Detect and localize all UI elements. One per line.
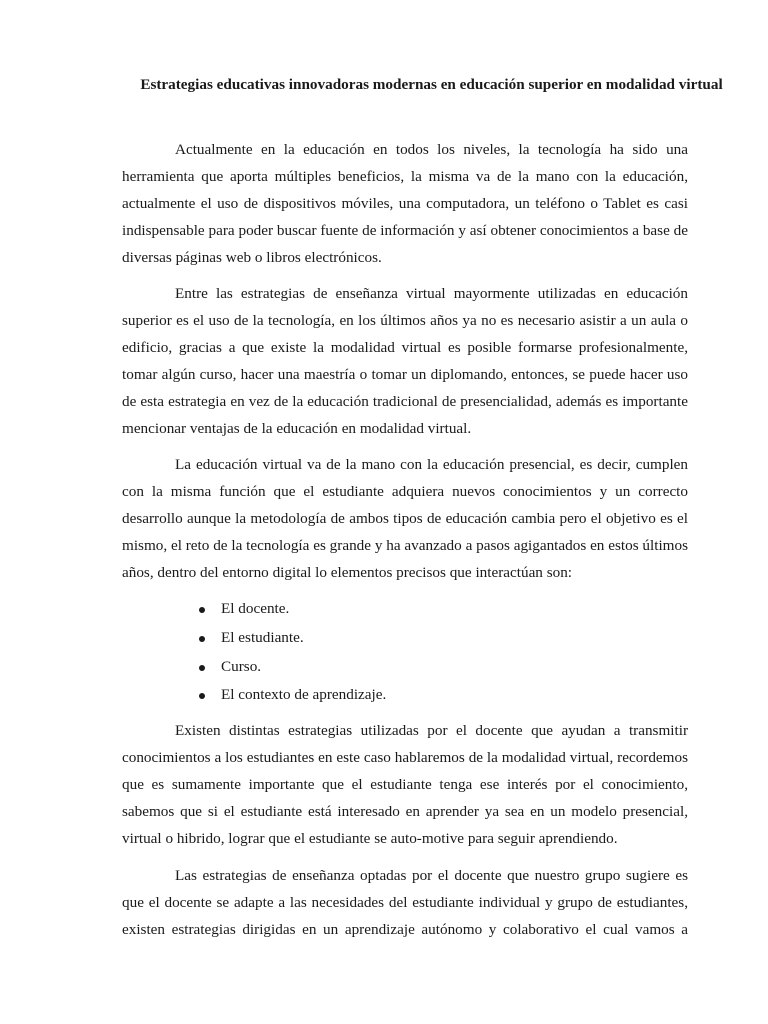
paragraph-group-suggestion: Las estrategias de enseñanza optadas por el docente que nuestro grupo sugiere es que el docente se adapte a las necesidades del estudiante individual y grupo de estudiantes, existen estrategias dirigidas en un aprendizaje autónomo y colaborativo el cual vamos a xyxy=(122,867,688,938)
list-item xyxy=(197,653,386,682)
paragraph-technology-intro: Actualmente en la educación en todos los niveles, la tecnología ha sido una herramienta que aporta múltiples beneficios, la misma va de la mano con la educación, actualmente el uso de dispositivos móviles, una computadora, un teléfono o Tablet es casi indispensable para poder buscar fuente de información y así obtener conocimientos a base de diversas páginas web o libros electrónicos. xyxy=(122,141,688,266)
list-item xyxy=(197,681,386,710)
list-item-text: El docente. xyxy=(221,600,290,617)
list-item-text: El estudiante. xyxy=(221,628,304,646)
document-title: Estrategias educativas innovadoras modernas en educación superior en modalidad virtual xyxy=(140,76,723,93)
list-item-text: Curso. xyxy=(221,657,262,675)
bullet-icon xyxy=(199,693,205,699)
bullet-icon xyxy=(199,665,205,671)
paragraph-virtual-vs-presential: La educación virtual va de la mano con la educación presencial, es decir, cumplen con la misma función que el estudiante adquiera nuevos conocimientos y un correcto desarrollo aunque la metodología de ambos tipos de educación cambia pero el objetivo es el mismo, el reto de la tecnología es grande y ha avanzado a pasos agigantados en estos últimos años, dentro del entorno digital lo elementos precisos que interactúan son: xyxy=(122,456,688,581)
elements-bullet-list xyxy=(197,595,386,710)
paragraph-virtual-strategies: Entre las estrategias de enseñanza virtual mayormente utilizadas en educación superior es el uso de la tecnología, en los últimos años ya no es necesario asistir a un aula o edificio, gracias a que existe la modalidad virtual es posible formarse profesionalmente, tomar algún curso, hacer una maestría o tomar un diplomando, entonces, se puede hacer uso de esta estrategia en vez de la educación tradicional de presencialidad, además es importante mencionar ventajas de la educación en modalidad virtual. xyxy=(122,285,688,437)
bullet-icon xyxy=(199,607,205,613)
list-item xyxy=(197,624,386,653)
bullet-icon xyxy=(199,636,205,642)
list-item-text: El contexto de aprendizaje. xyxy=(221,686,387,704)
paragraph-teacher-strategies: Existen distintas estrategias utilizadas por el docente que ayudan a transmitir conocimientos a los estudiantes en este caso hablaremos de la modalidad virtual, recordemos que es sumamente importante que el estudiante tenga ese interés por el conocimiento, sabemos que si el estudiante está interesado en aprender ya sea en un modelo presencial, virtual o hibrido, lograr que el estudiante se auto-motive para seguir aprendiendo. xyxy=(122,722,688,847)
list-item xyxy=(197,595,386,624)
